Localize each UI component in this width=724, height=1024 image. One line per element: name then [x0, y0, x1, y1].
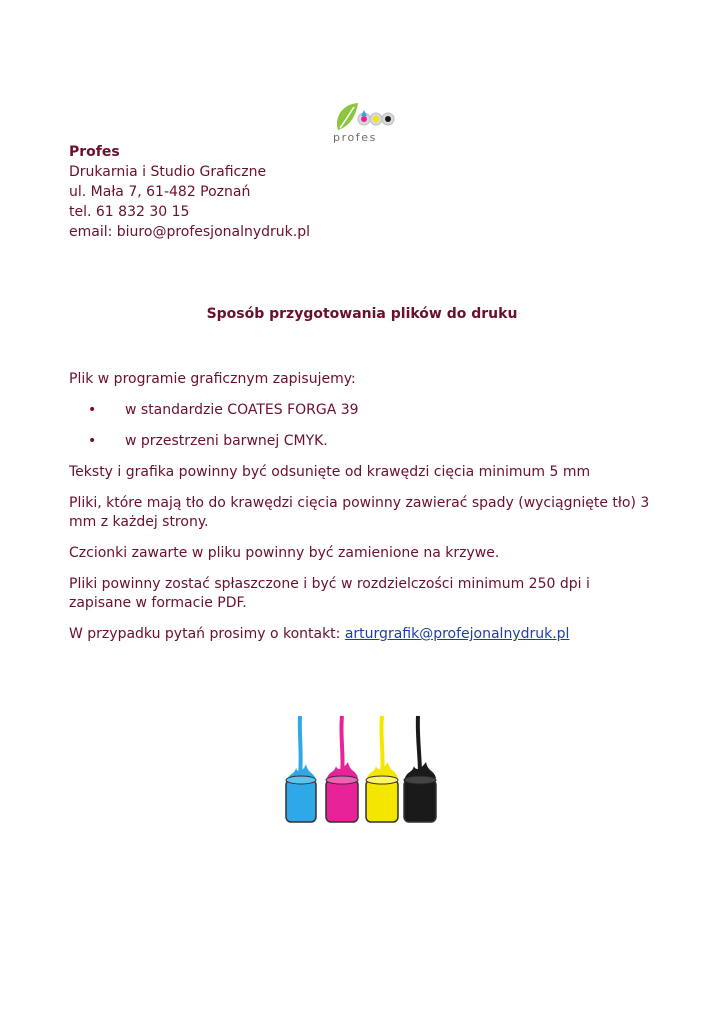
company-name: Profes — [69, 144, 120, 160]
contact-paragraph — [69, 625, 654, 644]
logo-text: profes — [333, 131, 377, 144]
document-body — [69, 370, 654, 644]
intro-text: Plik w programie graficznym zapisujemy: — [69, 371, 356, 387]
cmyk-paint-cans-image — [280, 714, 448, 826]
bullet-list — [69, 401, 654, 463]
company-email: email: biuro@profesjonalnydruk.pl — [69, 224, 310, 240]
document-title: Sposób przygotowania plików do druku — [206, 306, 518, 322]
bullet-text: w przestrzeni barwnej CMYK. — [125, 433, 328, 449]
paragraph-margins: Teksty i grafika powinny być odsunięte od krawędzi cięcia minimum 5 mm — [69, 464, 591, 480]
bullet-icon: • — [88, 402, 97, 418]
bullet-text: w standardzie COATES FORGA 39 — [125, 402, 359, 418]
paragraph-resolution: Pliki powinny zostać spłaszczone i być w rozdzielczości minimum 250 dpi i zapisane w formacie PDF. — [69, 576, 590, 611]
contact-prefix: W przypadku pytań prosimy o kontakt: — [69, 626, 345, 642]
bullet-icon: • — [88, 433, 97, 449]
paragraph-fonts: Czcionki zawarte w pliku powinny być zamienione na krzywe. — [69, 545, 500, 561]
company-header — [69, 142, 310, 242]
paragraph-bleed: Pliki, które mają tło do krawędzi cięcia powinny zawierać spady (wyciągnięte tło) 3 mm z każdej strony. — [69, 495, 650, 530]
contact-email-link[interactable]: arturgrafik@profejonalnydruk.pl — [344, 626, 570, 642]
leaf-drops-icon — [332, 100, 396, 132]
company-phone: tel. 61 832 30 15 — [69, 204, 190, 220]
list-item — [69, 432, 654, 463]
list-item — [69, 401, 654, 432]
company-address: ul. Mała 7, 61-482 Poznań — [69, 184, 251, 200]
company-tagline: Drukarnia i Studio Graficzne — [69, 164, 267, 180]
paint-cans-icon — [280, 714, 448, 826]
